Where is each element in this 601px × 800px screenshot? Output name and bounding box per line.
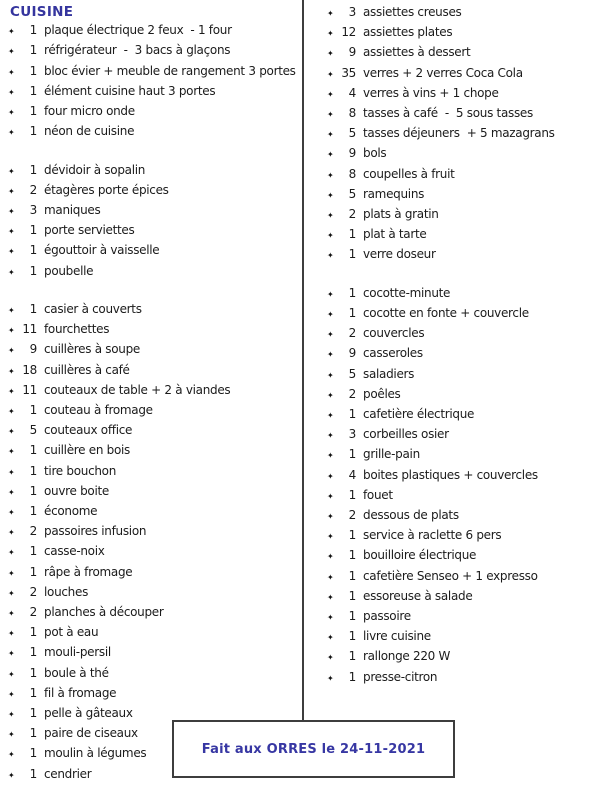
diamond-bullet-icon: ✦ [8, 346, 15, 356]
item-quantity: 9 [29, 342, 37, 357]
diamond-bullet-icon: ✦ [327, 350, 334, 360]
item-quantity: 1 [29, 504, 37, 519]
list-item [8, 603, 300, 623]
diamond-bullet-icon: ✦ [8, 528, 15, 538]
item-label: cocotte en fonte + couvercle [363, 306, 529, 321]
item-group [8, 161, 300, 282]
list-item [327, 627, 599, 647]
item-quantity: 1 [348, 247, 356, 262]
item-label: étagères porte épices [44, 182, 169, 197]
diamond-bullet-icon: ✦ [327, 532, 334, 542]
item-label: bloc évier + meuble de rangement 3 portes [44, 63, 296, 78]
diamond-bullet-icon: ✦ [8, 386, 15, 396]
item-label: pelle à gâteaux [44, 706, 133, 721]
item-label: tire bouchon [44, 463, 117, 478]
item-label: paire de ciseaux [44, 726, 138, 741]
item-label: assiettes plates [363, 25, 453, 40]
diamond-bullet-icon: ✦ [8, 508, 15, 518]
item-label: dévidoir à sopalin [44, 162, 146, 177]
item-quantity: 1 [29, 243, 37, 258]
item-label: saladiers [363, 366, 415, 381]
diamond-bullet-icon: ✦ [8, 366, 15, 376]
item-quantity: 35 [341, 65, 356, 80]
diamond-bullet-icon: ✦ [327, 49, 334, 59]
item-label: fil à fromage [44, 685, 117, 700]
item-quantity: 1 [29, 162, 37, 177]
diamond-bullet-icon: ✦ [8, 568, 15, 578]
list-item [8, 664, 300, 684]
item-quantity: 1 [348, 669, 356, 684]
item-label: verre doseur [363, 247, 436, 262]
item-group [8, 300, 300, 785]
item-label: couteaux office [44, 423, 133, 438]
item-quantity: 5 [348, 366, 356, 381]
item-label: cendrier [44, 766, 92, 781]
item-quantity: 1 [29, 83, 37, 98]
item-quantity: 1 [29, 746, 37, 761]
item-label: cuillères à café [44, 362, 130, 377]
item-quantity: 11 [22, 322, 37, 337]
diamond-bullet-icon: ✦ [327, 231, 334, 241]
list-item [8, 502, 300, 522]
diamond-bullet-icon: ✦ [8, 669, 15, 679]
diamond-bullet-icon: ✦ [327, 29, 334, 39]
item-quantity: 4 [348, 467, 356, 482]
item-label: moulin à légumes [44, 746, 147, 761]
list-item [327, 526, 599, 546]
diamond-bullet-icon: ✦ [327, 310, 334, 320]
item-label: plat à tarte [363, 227, 427, 242]
list-item [327, 185, 599, 205]
diamond-bullet-icon: ✦ [327, 512, 334, 522]
item-label: presse-citron [363, 669, 438, 684]
diamond-bullet-icon: ✦ [8, 207, 15, 217]
diamond-bullet-icon: ✦ [8, 247, 15, 257]
item-quantity: 1 [348, 588, 356, 603]
item-label: mouli-persil [44, 645, 111, 660]
item-label: cafetière Senseo + 1 expresso [363, 568, 538, 583]
item-label: élément cuisine haut 3 portes [44, 83, 216, 98]
item-label: passoires infusion [44, 524, 147, 539]
list-item [8, 82, 300, 102]
list-item [8, 41, 300, 61]
item-quantity: 1 [29, 403, 37, 418]
item-label: essoreuse à salade [363, 588, 473, 603]
list-item [8, 262, 300, 282]
item-label: couteaux de table + 2 à viandes [44, 382, 231, 397]
diamond-bullet-icon: ✦ [327, 110, 334, 120]
item-label: boites plastiques + couvercles [363, 467, 538, 482]
diamond-bullet-icon: ✦ [8, 770, 15, 780]
item-quantity: 5 [348, 126, 356, 141]
diamond-bullet-icon: ✦ [8, 227, 15, 237]
left-column-groups [8, 21, 300, 785]
list-item [8, 241, 300, 261]
item-label: poubelle [44, 263, 94, 278]
list-item [8, 542, 300, 562]
diamond-bullet-icon: ✦ [327, 431, 334, 441]
list-item [8, 583, 300, 603]
item-label: assiettes creuses [363, 5, 462, 19]
list-item [327, 445, 599, 465]
item-label: économe [44, 504, 98, 519]
diamond-bullet-icon: ✦ [327, 592, 334, 602]
item-quantity: 1 [348, 548, 356, 563]
list-item [327, 668, 599, 688]
diamond-bullet-icon: ✦ [8, 548, 15, 558]
item-label: couvercles [363, 326, 425, 341]
list-item [327, 165, 599, 185]
item-quantity: 1 [29, 104, 37, 119]
diamond-bullet-icon: ✦ [327, 190, 334, 200]
item-quantity: 1 [29, 706, 37, 721]
diamond-bullet-icon: ✦ [8, 467, 15, 477]
diamond-bullet-icon: ✦ [327, 653, 334, 663]
list-item [327, 405, 599, 425]
item-label: couteau à fromage [44, 403, 153, 418]
item-label: bols [363, 146, 387, 161]
diamond-bullet-icon: ✦ [327, 330, 334, 340]
item-quantity: 1 [348, 306, 356, 321]
item-label: planches à découper [44, 605, 164, 620]
item-label: fourchettes [44, 322, 110, 337]
item-label: boule à thé [44, 665, 109, 680]
list-item [327, 3, 599, 23]
item-quantity: 1 [29, 443, 37, 458]
list-item [8, 161, 300, 181]
item-label: cafetière électrique [363, 407, 475, 422]
item-label: verres à vins + 1 chope [363, 85, 499, 100]
diamond-bullet-icon: ✦ [327, 211, 334, 221]
list-item [8, 623, 300, 643]
item-quantity: 4 [348, 85, 356, 100]
diamond-bullet-icon: ✦ [8, 588, 15, 598]
item-quantity: 5 [29, 423, 37, 438]
item-quantity: 1 [29, 685, 37, 700]
diamond-bullet-icon: ✦ [327, 491, 334, 501]
item-quantity: 2 [348, 386, 356, 401]
item-quantity: 2 [29, 524, 37, 539]
item-label: râpe à fromage [44, 564, 133, 579]
list-item [327, 486, 599, 506]
item-label: four micro onde [44, 104, 135, 119]
item-label: maniques [44, 203, 101, 218]
left-column [8, 3, 300, 785]
list-item [327, 144, 599, 164]
list-item [8, 181, 300, 201]
diamond-bullet-icon: ✦ [8, 128, 15, 138]
list-item [327, 385, 599, 405]
item-label: ouvre boite [44, 483, 109, 498]
list-item [327, 84, 599, 104]
diamond-bullet-icon: ✦ [8, 67, 15, 77]
diamond-bullet-icon: ✦ [327, 370, 334, 380]
list-item [8, 340, 300, 360]
list-item [8, 201, 300, 221]
item-quantity: 12 [341, 25, 356, 40]
item-label: égouttoir à vaisselle [44, 243, 160, 258]
item-quantity: 2 [29, 584, 37, 599]
item-quantity: 1 [29, 483, 37, 498]
item-quantity: 1 [348, 447, 356, 462]
item-label: réfrigérateur - 3 bacs à glaçons [44, 43, 231, 58]
list-item [8, 361, 300, 381]
item-quantity: 1 [348, 568, 356, 583]
diamond-bullet-icon: ✦ [327, 471, 334, 481]
diamond-bullet-icon: ✦ [8, 306, 15, 316]
item-quantity: 2 [29, 182, 37, 197]
item-quantity: 1 [29, 463, 37, 478]
list-item [8, 643, 300, 663]
item-label: assiettes à dessert [363, 45, 471, 60]
diamond-bullet-icon: ✦ [8, 47, 15, 57]
item-quantity: 1 [29, 23, 37, 38]
diamond-bullet-icon: ✦ [8, 267, 15, 277]
list-item [8, 522, 300, 542]
list-item [8, 401, 300, 421]
diamond-bullet-icon: ✦ [327, 411, 334, 421]
diamond-bullet-icon: ✦ [8, 108, 15, 118]
list-item [327, 225, 599, 245]
item-quantity: 1 [29, 223, 37, 238]
list-item [327, 587, 599, 607]
item-quantity: 3 [348, 5, 356, 19]
diamond-bullet-icon: ✦ [327, 251, 334, 261]
item-label: louches [44, 584, 89, 599]
list-item [8, 21, 300, 41]
diamond-bullet-icon: ✦ [8, 750, 15, 760]
diamond-bullet-icon: ✦ [327, 150, 334, 160]
list-item [8, 441, 300, 461]
diamond-bullet-icon: ✦ [327, 572, 334, 582]
list-item [327, 506, 599, 526]
diamond-bullet-icon: ✦ [327, 613, 334, 623]
item-quantity: 1 [29, 302, 37, 317]
item-quantity: 1 [348, 528, 356, 543]
diamond-bullet-icon: ✦ [327, 451, 334, 461]
diamond-bullet-icon: ✦ [8, 27, 15, 37]
list-item [327, 546, 599, 566]
item-group [327, 284, 599, 688]
list-item [8, 563, 300, 583]
list-item [8, 684, 300, 704]
diamond-bullet-icon: ✦ [8, 427, 15, 437]
item-quantity: 1 [29, 564, 37, 579]
list-item [327, 567, 599, 587]
list-item [327, 344, 599, 364]
column-divider-line [302, 0, 304, 720]
list-item [327, 607, 599, 627]
list-item [327, 23, 599, 43]
item-label: grille-pain [363, 447, 420, 462]
item-label: cuillère en bois [44, 443, 131, 458]
list-item [8, 221, 300, 241]
item-label: fouet [363, 487, 393, 502]
item-quantity: 1 [348, 629, 356, 644]
list-item [8, 62, 300, 82]
item-quantity: 8 [348, 166, 356, 181]
item-quantity: 1 [29, 665, 37, 680]
list-item [327, 124, 599, 144]
item-quantity: 1 [29, 766, 37, 781]
item-quantity: 1 [29, 63, 37, 78]
item-label: passoire [363, 609, 411, 624]
diamond-bullet-icon: ✦ [327, 289, 334, 299]
item-quantity: 1 [29, 544, 37, 559]
list-item [327, 647, 599, 667]
item-group [327, 3, 599, 266]
item-quantity: 8 [348, 106, 356, 121]
diamond-bullet-icon: ✦ [327, 9, 334, 18]
diamond-bullet-icon: ✦ [327, 673, 334, 683]
list-item [8, 462, 300, 482]
diamond-bullet-icon: ✦ [327, 89, 334, 99]
item-label: casseroles [363, 346, 423, 361]
list-item [327, 324, 599, 344]
list-item [327, 304, 599, 324]
diamond-bullet-icon: ✦ [8, 689, 15, 699]
list-item [8, 122, 300, 142]
item-label: coupelles à fruit [363, 166, 455, 181]
item-quantity: 3 [29, 203, 37, 218]
list-item [8, 421, 300, 441]
item-group [8, 21, 300, 142]
item-quantity: 11 [22, 382, 37, 397]
item-quantity: 2 [348, 508, 356, 523]
item-quantity: 18 [22, 362, 37, 377]
item-label: ramequins [363, 186, 425, 201]
item-label: cocotte-minute [363, 285, 451, 300]
item-quantity: 1 [29, 625, 37, 640]
item-label: cuillères à soupe [44, 342, 140, 357]
item-label: dessous de plats [363, 508, 459, 523]
page-title: CUISINE [10, 4, 74, 20]
footer-box [172, 720, 455, 778]
item-label: casse-noix [44, 544, 105, 559]
list-item [327, 365, 599, 385]
diamond-bullet-icon: ✦ [327, 130, 334, 140]
item-label: plats à gratin [363, 207, 439, 222]
item-quantity: 5 [348, 186, 356, 201]
list-item [327, 284, 599, 304]
diamond-bullet-icon: ✦ [8, 186, 15, 196]
item-quantity: 3 [348, 427, 356, 442]
list-item [327, 205, 599, 225]
item-quantity: 1 [348, 407, 356, 422]
item-label: verres + 2 verres Coca Cola [363, 65, 523, 80]
list-item [8, 381, 300, 401]
item-label: porte serviettes [44, 223, 135, 238]
item-label: pot à eau [44, 625, 99, 640]
diamond-bullet-icon: ✦ [8, 87, 15, 97]
item-label: bouilloire électrique [363, 548, 477, 563]
diamond-bullet-icon: ✦ [327, 170, 334, 180]
item-quantity: 9 [348, 45, 356, 60]
item-label: poêles [363, 386, 401, 401]
item-quantity: 1 [348, 487, 356, 502]
diamond-bullet-icon: ✦ [8, 609, 15, 619]
item-label: plaque électrique 2 feux - 1 four [44, 23, 232, 38]
diamond-bullet-icon: ✦ [8, 166, 15, 176]
item-quantity: 1 [29, 43, 37, 58]
item-quantity: 9 [348, 346, 356, 361]
list-item [327, 245, 599, 265]
item-quantity: 1 [348, 227, 356, 242]
item-label: tasses à café - 5 sous tasses [363, 106, 533, 121]
list-item [327, 466, 599, 486]
right-column-groups [327, 3, 599, 688]
item-label: corbeilles osier [363, 427, 449, 442]
item-quantity: 1 [29, 726, 37, 741]
item-quantity: 2 [348, 207, 356, 222]
item-quantity: 9 [348, 146, 356, 161]
item-quantity: 1 [29, 645, 37, 660]
item-label: néon de cuisine [44, 124, 135, 139]
list-item [8, 482, 300, 502]
diamond-bullet-icon: ✦ [8, 649, 15, 659]
list-item [327, 64, 599, 84]
list-item [8, 102, 300, 122]
diamond-bullet-icon: ✦ [8, 447, 15, 457]
item-label: tasses déjeuners + 5 mazagrans [363, 126, 555, 141]
diamond-bullet-icon: ✦ [327, 390, 334, 400]
item-quantity: 1 [29, 263, 37, 278]
diamond-bullet-icon: ✦ [8, 710, 15, 720]
diamond-bullet-icon: ✦ [8, 326, 15, 336]
right-column [327, 3, 599, 688]
diamond-bullet-icon: ✦ [327, 69, 334, 79]
diamond-bullet-icon: ✦ [8, 407, 15, 417]
item-label: casier à couverts [44, 302, 142, 317]
diamond-bullet-icon: ✦ [8, 629, 15, 639]
list-item [8, 320, 300, 340]
diamond-bullet-icon: ✦ [8, 487, 15, 497]
item-label: livre cuisine [363, 629, 431, 644]
footer-date-text: Fait aux ORRES le 24-11-2021 [201, 741, 426, 757]
list-item [327, 425, 599, 445]
item-quantity: 2 [29, 605, 37, 620]
item-quantity: 1 [348, 649, 356, 664]
list-item [8, 300, 300, 320]
diamond-bullet-icon: ✦ [327, 552, 334, 562]
list-item [327, 43, 599, 63]
diamond-bullet-icon: ✦ [327, 633, 334, 643]
diamond-bullet-icon: ✦ [8, 730, 15, 740]
list-item [327, 104, 599, 124]
item-quantity: 1 [348, 285, 356, 300]
item-quantity: 1 [29, 124, 37, 139]
item-quantity: 1 [348, 609, 356, 624]
item-label: rallonge 220 W [363, 649, 451, 664]
item-label: service à raclette 6 pers [363, 528, 502, 543]
item-quantity: 2 [348, 326, 356, 341]
